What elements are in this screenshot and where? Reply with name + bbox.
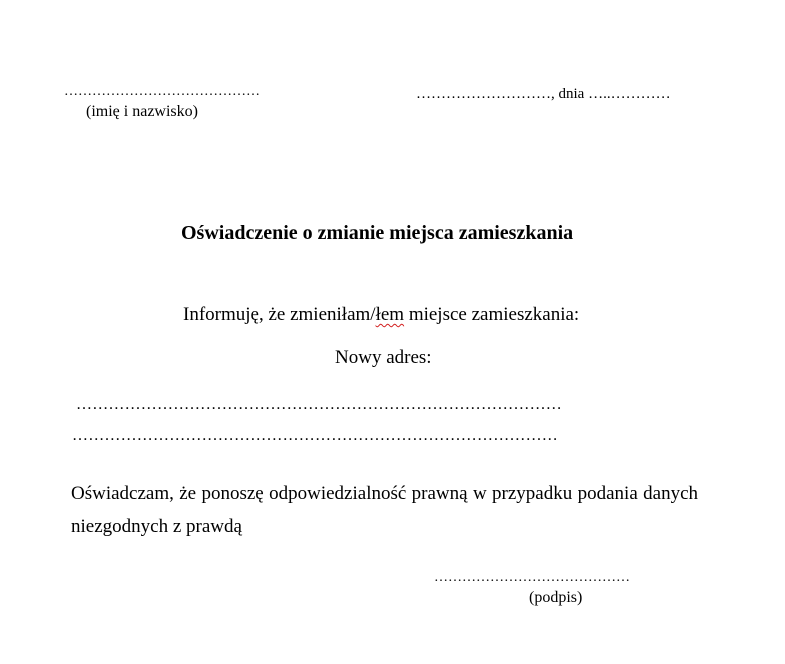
address-line-1: ………………………………………………………………………………: [76, 396, 562, 413]
spellcheck-marked-word: łem: [375, 304, 405, 325]
inform-line: [183, 304, 579, 326]
document-title: Oświadczenie o zmianie miejsca zamieszkania: [181, 222, 574, 244]
new-address-label: Nowy adres:: [335, 347, 432, 368]
place-date-line: [416, 85, 671, 103]
address-line-2: ………………………………………………………………………………: [72, 427, 558, 444]
place-dots: ………………………: [416, 86, 551, 102]
date-dots: …..…………: [588, 86, 671, 102]
date-separator: , dnia: [551, 86, 589, 102]
name-dots: ……………………………………: [64, 84, 260, 99]
name-label: (imię i nazwisko): [86, 103, 198, 120]
signature-label: (podpis): [529, 589, 583, 606]
signature-dots: ……………………………………: [434, 570, 630, 585]
inform-text-after: miejsce zamieszkania:: [404, 304, 580, 325]
declaration-paragraph: Oświadczam, że ponoszę odpowiedzialność prawną w przypadku podania danych niezgodnych z prawdą: [71, 483, 698, 537]
inform-text-before: Informuję, że zmieniłam/: [183, 304, 376, 325]
